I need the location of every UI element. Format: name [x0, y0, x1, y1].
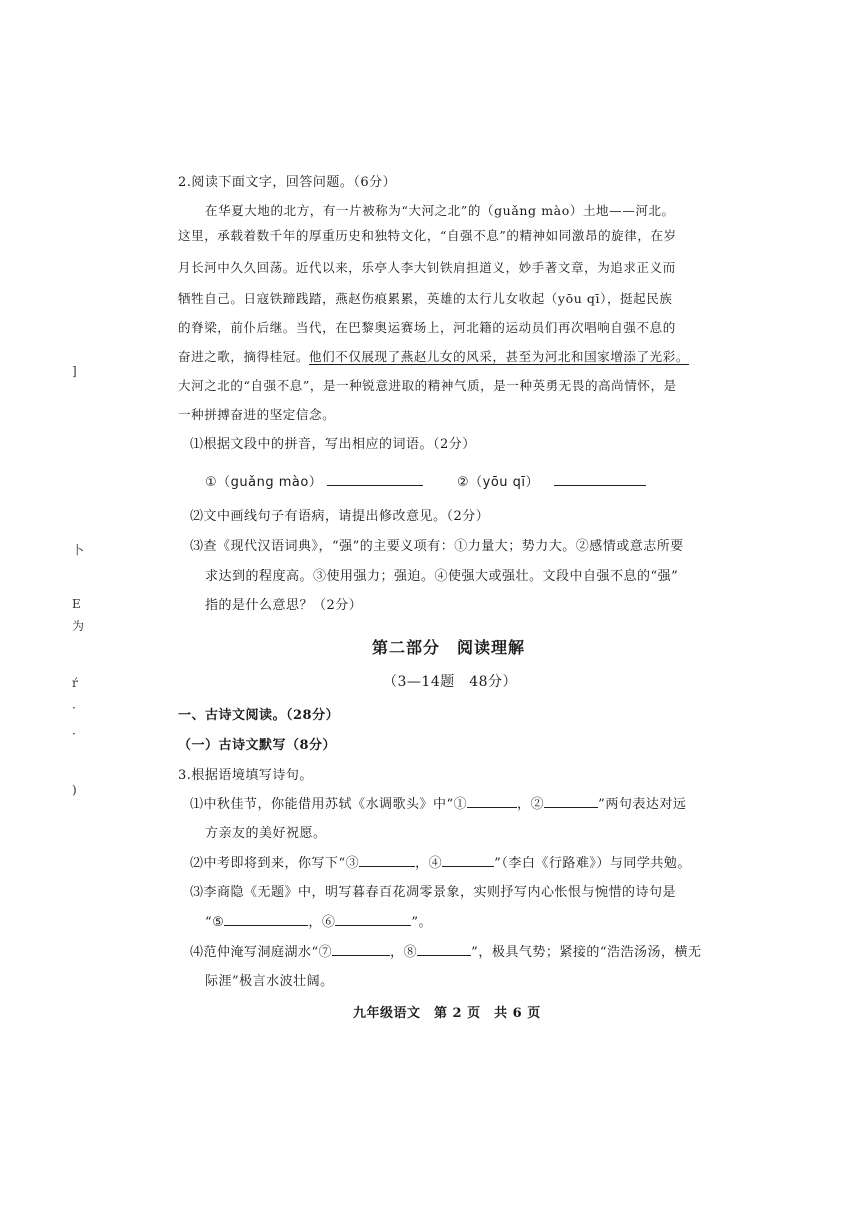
- passage-line-1: 在华夏大地的北方，有一片被称为“大河之北”的（guǎng mào）土地——河北。: [205, 203, 675, 218]
- q3-sub2-c: ”（李白《行路难》）与同学共勉。: [494, 856, 691, 871]
- blank-8[interactable]: [417, 942, 471, 956]
- q3-sub1-a: ⑴中秋佳节，你能借用苏轼《水调歌头》中“①: [190, 797, 468, 812]
- q2-sub3-line-3: 指的是什么意思？（2分）: [205, 598, 363, 613]
- q3-sub4-line-2: 际涯”极言水波壮阔。: [205, 974, 334, 989]
- q3-sub4-b: ，⑧: [390, 945, 418, 960]
- answer-blank-2[interactable]: [554, 472, 646, 486]
- margin-mark: ]: [72, 364, 77, 378]
- passage-line-8: 一种拼搏奋进的坚定信念。: [178, 407, 336, 422]
- q3-sub2-b: ，④: [415, 856, 443, 871]
- q3-sub4-a: ⑷范仲淹写洞庭湖水“⑦: [190, 945, 333, 960]
- q2-sub2: ⑵文中画线句子有语病，请提出修改意见。（2分）: [190, 509, 490, 524]
- part-2-range: （3—14题 48分）: [383, 674, 518, 690]
- q2-sub1: ⑴根据文段中的拼音，写出相应的词语。（2分）: [190, 437, 476, 452]
- page-footer: 九年级语文 第 2 页 共 6 页: [353, 1006, 541, 1021]
- q3-sub3-line-2: [205, 911, 432, 930]
- pinyin-item-2: [457, 471, 646, 490]
- underlined-sentence: 他们不仅展现了燕赵儿女的风采，甚至为河北和国家增添了光彩。: [309, 349, 689, 364]
- q3-sub3-line-1: ⑶李商隐《无题》中，明写暮春百花凋零景象，实则抒写内心怅恨与惋惜的诗句是: [190, 885, 677, 900]
- margin-mark: ŕ: [72, 676, 78, 690]
- question-2-title: 2.阅读下面文字，回答问题。（6分）: [178, 175, 397, 190]
- margin-mark: ·: [72, 701, 76, 715]
- passage-line-4: 牺牲自己。日寇铁蹄践踏，燕赵伤痕累累，英雄的太行儿女收起（yōu qī），挺起民族: [178, 291, 673, 306]
- part-2-heading: 第二部分 阅读理解: [372, 638, 526, 657]
- q2-sub3-line-1: ⑶查《现代汉语词典》，“强”的主要义项有：①力量大；势力大。②感情或意志所要: [190, 539, 684, 554]
- answer-blank-1[interactable]: [327, 472, 423, 486]
- q3-sub4-line-1: [190, 941, 701, 960]
- q3-sub1-line-2: 方亲友的美好祝愿。: [205, 826, 327, 841]
- q3-sub3-b: ，⑥: [308, 915, 336, 930]
- question-3-title: 3.根据语境填写诗句。: [178, 768, 313, 783]
- margin-mark: ): [72, 783, 77, 797]
- q3-sub2-a: ⑵中考即将到来，你写下“③: [190, 856, 360, 871]
- margin-mark: 为: [72, 619, 85, 633]
- passage-line-3: 月长河中久久回荡。近代以来，乐亭人李大钊铁肩担道义，妙手著文章，为追求正义而: [178, 260, 676, 275]
- margin-mark: E: [72, 597, 81, 611]
- pinyin-label-1: ①（guǎng mào）: [205, 475, 323, 490]
- passage-line-6: [178, 347, 689, 365]
- q2-sub3-line-2: 求达到的程度高。③使用强力；强迫。④使强大或强壮。文段中自强不息的“强”: [205, 569, 679, 584]
- blank-7[interactable]: [332, 942, 390, 956]
- blank-4[interactable]: [442, 853, 494, 867]
- blank-3[interactable]: [359, 853, 415, 867]
- margin-mark: ·: [72, 727, 76, 741]
- section-1a-heading: （一）古诗文默写（8分）: [178, 738, 337, 753]
- passage-line-7: 大河之北的“自强不息”，是一种锐意进取的精神气质，是一种英勇无畏的高尚情怀，是: [178, 378, 677, 393]
- section-1-heading: 一、古诗文阅读。（28分）: [178, 708, 340, 723]
- pinyin-label-2: ②（yōu qī）: [457, 475, 540, 490]
- margin-mark: 卜: [72, 543, 85, 557]
- q3-sub1-b: ，②: [517, 797, 545, 812]
- pinyin-item-1: [205, 471, 423, 490]
- q3-sub1-c: ”两句表达对远: [598, 797, 687, 812]
- q3-sub1-line-1: [190, 793, 686, 812]
- passage-line-6-text: 奋进之歌，摘得桂冠。: [178, 349, 310, 364]
- passage-line-2: 这里，承载着数千年的厚重历史和独特文化，“自强不息”的精神如同激昂的旋律，在岁: [178, 228, 677, 243]
- q3-sub3-c: ”。: [411, 915, 432, 930]
- blank-1[interactable]: [467, 794, 517, 808]
- blank-2[interactable]: [544, 794, 598, 808]
- q3-sub4-c: ”，极具气势；紧接的“浩浩汤汤，横无: [471, 945, 702, 960]
- q3-sub3-a: “⑤: [205, 915, 225, 930]
- blank-5[interactable]: [224, 912, 308, 926]
- passage-line-5: 的脊梁，前仆后继。当代，在巴黎奥运赛场上，河北籍的运动员们再次唱响自强不息的: [178, 320, 676, 335]
- q3-sub2: [190, 852, 691, 871]
- blank-6[interactable]: [335, 912, 411, 926]
